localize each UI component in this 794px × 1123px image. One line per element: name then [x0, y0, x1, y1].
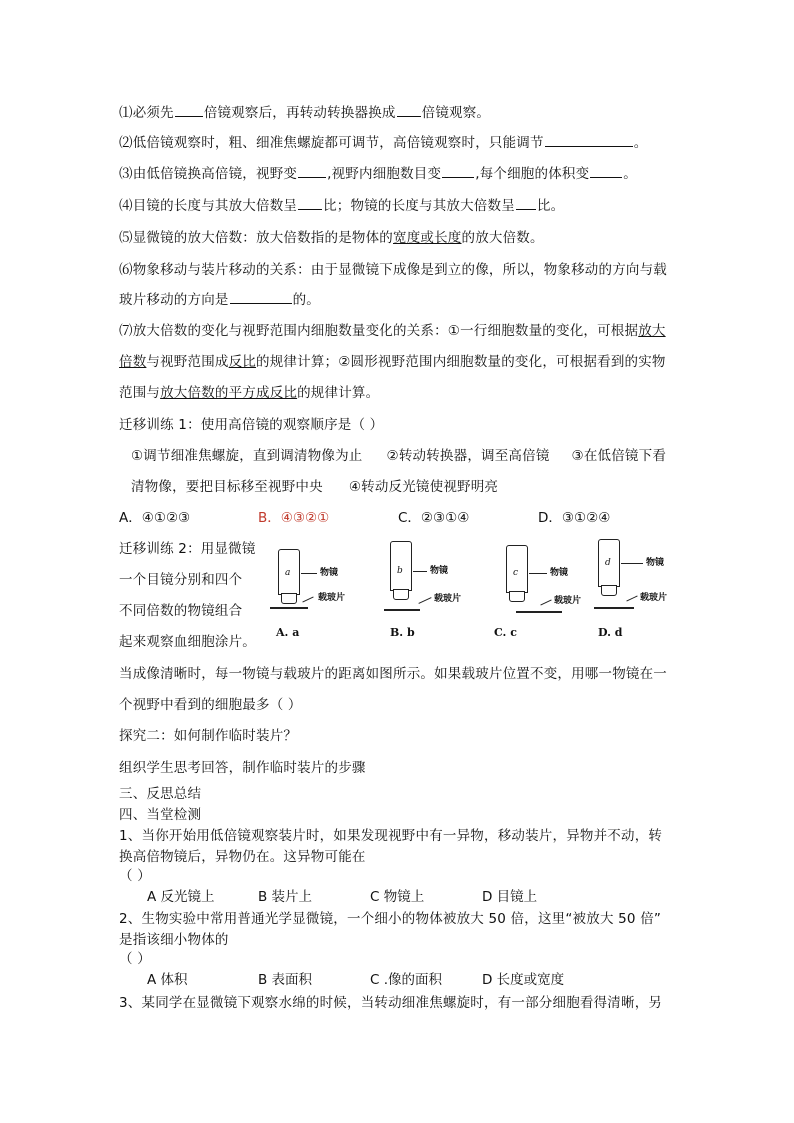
q2-line-3: 不同倍数的物镜组合 [119, 603, 243, 619]
text-line-6b: 玻片移动的方向是 的。 [119, 292, 321, 308]
fill-blank [442, 165, 474, 178]
objective-lens-figure: a 物镜 载玻片 b 物镜 载玻片 c 物镜 载玻片 d 物镜 载玻片 A. a B. b C. c D. d [268, 537, 690, 645]
caption-b: B. b [390, 626, 415, 639]
fill-blank [590, 165, 622, 178]
test-q2-option-c: C .像的面积 [370, 972, 443, 988]
text-line-7a: ⑺放大倍数的变化与视野范围内细胞数量变化的关系：①一行细胞数量的变化，可根据放大 [119, 323, 666, 339]
q1-option-a: A．④①②③ [119, 510, 191, 526]
test-q1-line-1: 1、当你开始用低倍镜观察装片时，如果发现视野中有一异物，移动装片，异物并不动，转 [119, 828, 663, 844]
test-q2-option-b: B 表面积 [258, 972, 313, 988]
q1-option-d: D．③①②④ [538, 510, 611, 526]
test-q1-line-2: 换高倍物镜后，异物仍在。这异物可能在 [119, 849, 366, 865]
caption-c: C. c [494, 626, 517, 639]
text-line-7c: 范围与放大倍数的平方成反比的规律计算。 [119, 385, 380, 401]
test-q3-line-1: 3、某同学在显微镜下观察水绵的时候，当转动细准焦螺旋时，有一部分细胞看得清晰，另 [119, 995, 663, 1011]
test-q1-option-a: A 反光镜上 [147, 889, 215, 905]
test-q2-line-2: 是指该细小物体的 [119, 932, 229, 948]
text-line-7b: 倍数与视野范围成反比的规律计算；②圆形视野范围内细胞数量的变化，可根据看到的实物 [119, 354, 666, 370]
caption-a: A. a [276, 626, 300, 639]
q1-option-c: C．②③①④ [398, 510, 470, 526]
inquiry-text: 组织学生思考回答，制作临时装片的步骤 [119, 760, 366, 776]
test-q1-option-d: D 目镜上 [482, 889, 538, 905]
q2-line-6: 个视野中看到的细胞最多（ ） [119, 697, 302, 713]
q1-option-b: B．④③②① [258, 510, 330, 526]
test-q1-paren: （ ） [119, 868, 151, 884]
fill-blank [230, 291, 292, 304]
inquiry-title: 探究二：如何制作临时装片？ [119, 728, 298, 744]
text-line-1: ⑴必须先 倍镜观察后，再转动转换器换成 倍镜观察。 [119, 105, 491, 121]
q2-line-2: 一个目镜分别和四个 [119, 572, 243, 588]
section-reflect: 三、反思总结 [119, 786, 202, 802]
test-q2-option-a: A 体积 [147, 972, 188, 988]
test-q2-paren: （ ） [119, 951, 151, 967]
fill-blank [175, 104, 203, 117]
q2-line-1: 迁移训练 2：用显微镜 [119, 541, 256, 557]
q2-line-4: 起来观察血细胞涂片。 [119, 634, 256, 650]
q2-line-5: 当成像清晰时，每一物镜与载玻片的距离如图所示。如果载玻片位置不变，用哪一物镜在一 [119, 666, 667, 682]
fill-blank [298, 197, 322, 210]
text-line-6a: ⑹物象移动与装片移动的关系：由于显微镜下成像是到立的像，所以，物象移动的方向与载 [119, 262, 667, 278]
test-q1-option-c: C 物镜上 [370, 889, 425, 905]
q1-stem: 迁移训练 1：使用高倍镜的观察顺序是（ ） [119, 417, 384, 433]
section-test: 四、当堂检测 [119, 807, 202, 823]
test-q2-line-1: 2、生物实验中常用普通光学显微镜，一个细小的物体被放大 50 倍，这里“被放大 50 倍” [119, 911, 662, 927]
fill-blank [545, 134, 633, 147]
text-line-2: ⑵低倍镜观察时，粗、细准焦螺旋都可调节，高倍镜观察时，只能调节 。 [119, 135, 648, 151]
q1-steps-line-1: ①调节细准焦螺旋，直到调清物像为止 ②转动转换器，调至高倍镜 ③在低倍镜下看 [131, 448, 667, 464]
text-line-3: ⑶由低倍镜换高倍镜，视野变 ,视野内细胞数目变 ,每个细胞的体积变 。 [119, 166, 637, 182]
test-q1-option-b: B 装片上 [258, 889, 313, 905]
fill-blank [397, 104, 421, 117]
text-line-4: ⑷目镜的长度与其放大倍数呈 比；物镜的长度与其放大倍数呈 比。 [119, 198, 565, 214]
fill-blank [298, 165, 326, 178]
fill-blank [516, 197, 536, 210]
caption-d: D. d [598, 626, 623, 639]
text-line-5: ⑸显微镜的放大倍数：放大倍数指的是物体的宽度或长度的放大倍数。 [119, 230, 544, 246]
test-q2-option-d: D 长度或宽度 [482, 972, 565, 988]
q1-steps-line-2: 清物像，要把目标移至视野中央 ④转动反光镜使视野明亮 [131, 479, 499, 495]
